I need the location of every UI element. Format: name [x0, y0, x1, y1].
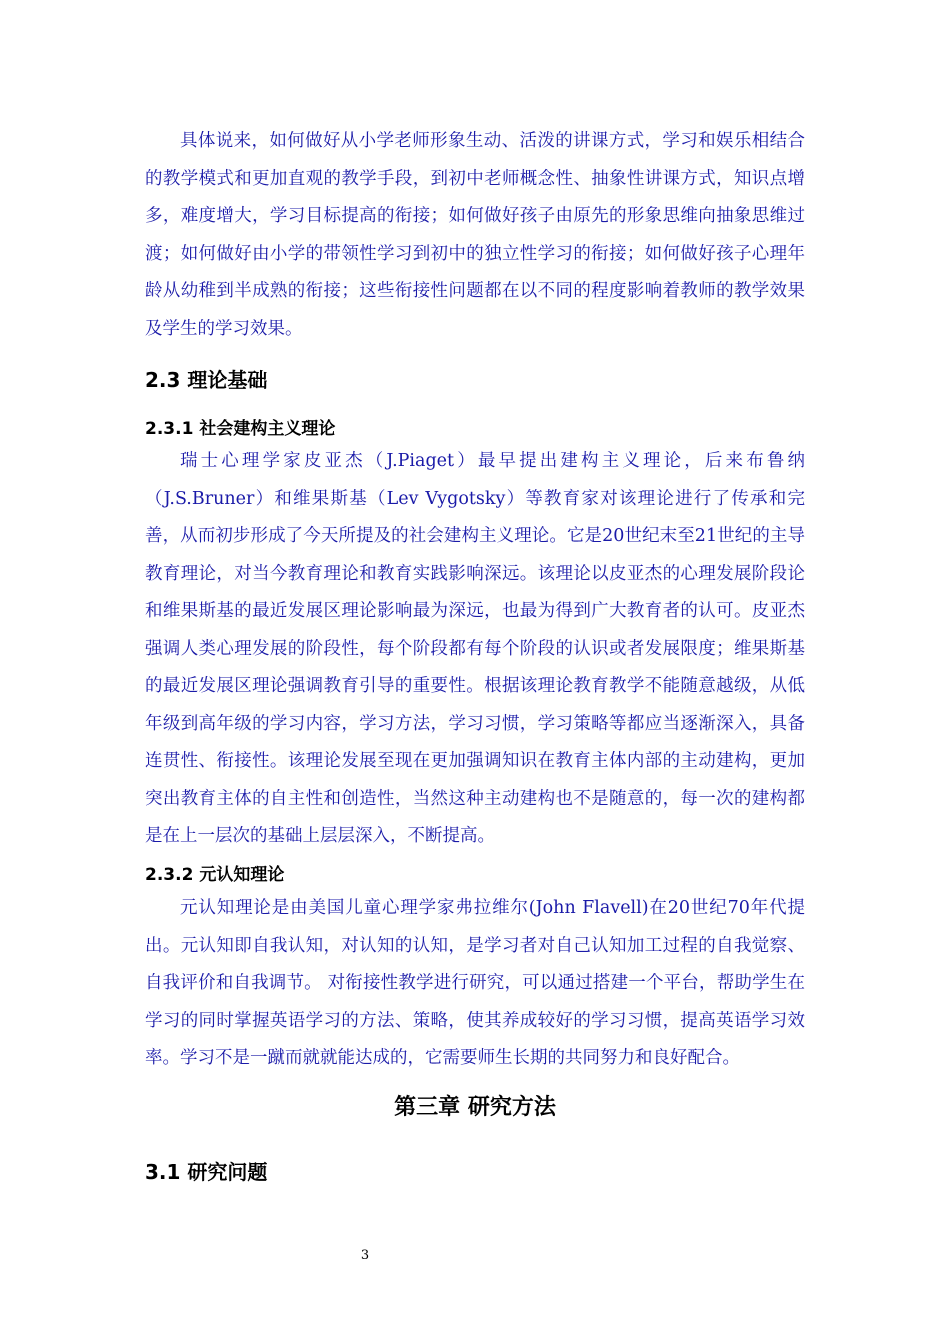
paragraph-2-3-2: 元认知理论是由美国儿童心理学家弗拉维尔(John Flavell)在20世纪70年代提出。元认知即自我认知，对认知的认知，是学习者对自己认知加工过程的自我觉察、自我评价和自我调节。 对衔接性教学进行研究，可以通过搭建一个平台，帮助学生在学习的同时掌握英语学习的方法、策略，使其养成较好的学习习惯，提高英语学习效率。学习不是一蹴而就就能达成的，它需要师生长期的共同努力和良好配合。: [145, 898, 805, 1068]
chapter-heading: 第三章 研究方法: [394, 1095, 556, 1120]
subsection-heading-2-3-1: 2.3.1 社会建构主义理论: [145, 419, 336, 439]
paragraph-intro: 具体说来，如何做好从小学老师形象生动、活泼的讲课方式，学习和娱乐相结合的教学模式和更加直观的教学手段，到初中老师概念性、抽象性讲课方式，知识点增多，难度增大，学习目标提高的衔接；如何做好孩子由原先的形象思维向抽象思维过渡；如何做好由小学的带领性学习到初中的独立性学习的衔接；如何做好孩子心理年龄从幼稚到半成熟的衔接；这些衔接性问题都在以不同的程度影响着教师的教学效果及学生的学习效果。: [145, 131, 805, 339]
paragraph-2-3-1: 瑞士心理学家皮亚杰（J.Piaget）最早提出建构主义理论，后来布鲁纳（J.S.Bruner）和维果斯基（Lev Vygotsky）等教育家对该理论进行了传承和完善，从而初步形成了今天所提及的社会建构主义理论。它是20世纪末至21世纪的主导教育理论，对当今教育理论和教育实践影响深远。该理论以皮亚杰的心理发展阶段论和维果斯基的最近发展区理论影响最为深远，也最为得到广大教育者的认可。皮亚杰强调人类心理发展的阶段性，每个阶段都有每个阶段的认识或者发展限度；维果斯基的最近发展区理论强调教育引导的重要性。根据该理论教育教学不能随意越级，从低年级到高年级的学习内容，学习方法，学习习惯，学习策略等都应当逐渐深入，具备连贯性、衔接性。该理论发展至现在更加强调知识在教育主体内部的主动建构，更加突出教育主体的自主性和创造性，当然这种主动建构也不是随意的，每一次的建构都是在上一层次的基础上层层深入，不断提高。: [145, 451, 805, 846]
section-heading-3-1: 3.1 研究问题: [145, 1160, 268, 1184]
page-number: 3: [360, 1248, 370, 1263]
section-heading-2-3: 2.3 理论基础: [145, 368, 268, 392]
subsection-heading-2-3-2: 2.3.2 元认知理论: [145, 865, 285, 885]
